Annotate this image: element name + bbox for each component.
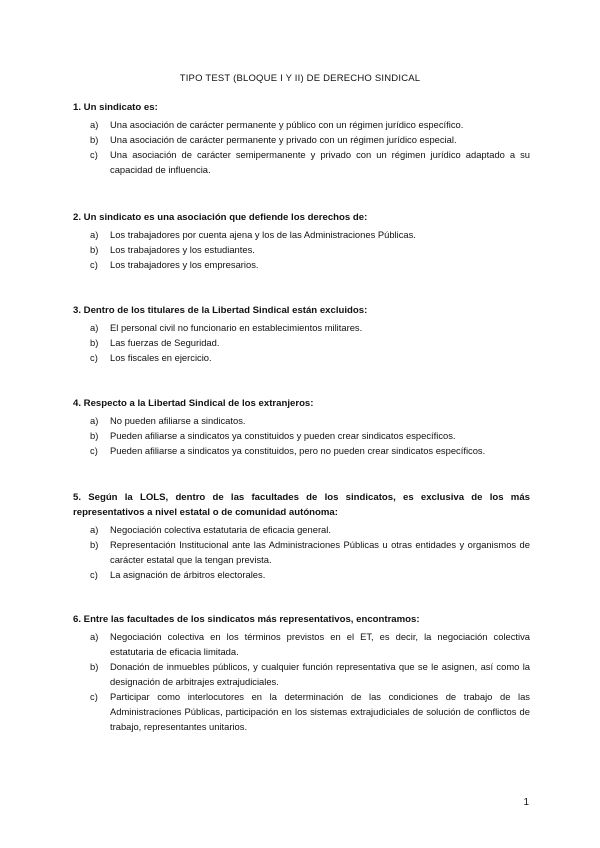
option-text: Donación de inmuebles públicos, y cualquier función representativa que se le asignen, así como la designación de arbitrajes extrajudiciales.: [110, 661, 530, 687]
question-1: [73, 100, 530, 177]
option-c: [73, 567, 530, 582]
option-letter: a): [90, 631, 99, 642]
option-letter: c): [90, 445, 98, 456]
question-text: 2. Un sindicato es una asociación que defiende los derechos de:: [73, 212, 368, 223]
option-text: Los trabajadores y los estudiantes.: [110, 244, 255, 255]
option-text: Los trabajadores por cuenta ajena y los de las Administraciones Públicas.: [110, 229, 416, 240]
option-b: [73, 242, 530, 257]
option-c: [73, 689, 530, 734]
option-a: [73, 629, 530, 659]
question-text: 5. Según la LOLS, dentro de las facultades de los sindicatos, es exclusiva de los más representativos a nivel estatal o de comunidad autónoma:: [73, 492, 530, 518]
option-text: Una asociación de carácter permanente y público con un régimen jurídico específico.: [110, 119, 464, 130]
option-letter: a): [90, 229, 99, 240]
option-a: [73, 227, 530, 242]
question-text: 6. Entre las facultades de los sindicatos más representativos, encontramos:: [73, 614, 420, 625]
question-4: [73, 396, 530, 458]
option-text: Pueden afiliarse a sindicatos ya constituidos y pueden crear sindicatos específicos.: [110, 430, 456, 441]
option-letter: a): [90, 119, 99, 130]
page-number: 1: [523, 797, 529, 808]
option-c: [73, 443, 530, 458]
option-letter: b): [90, 430, 99, 441]
option-b: [73, 659, 530, 689]
option-text: Participar como interlocutores en la determinación de las condiciones de trabajo de las Administraciones Públicas, participación en los sistemas extrajudiciales de solución de conflictos de trabajo, representantes unitarios.: [110, 691, 530, 732]
option-text: Los fiscales en ejercicio.: [110, 352, 212, 363]
question-text: 4. Respecto a la Libertad Sindical de los extranjeros:: [73, 398, 314, 409]
question-5: [73, 490, 530, 582]
option-c: [73, 350, 530, 365]
option-letter: b): [90, 539, 99, 550]
option-letter: c): [90, 352, 98, 363]
option-c: [73, 147, 530, 177]
option-letter: c): [90, 569, 98, 580]
option-text: Las fuerzas de Seguridad.: [110, 337, 220, 348]
option-a: [73, 117, 530, 132]
option-text: El personal civil no funcionario en establecimientos militares.: [110, 322, 363, 333]
option-letter: b): [90, 244, 99, 255]
option-b: [73, 537, 530, 567]
question-2: [73, 210, 530, 272]
option-a: [73, 413, 530, 428]
page-title: TIPO TEST (BLOQUE I Y II) DE DERECHO SINDICAL: [179, 73, 421, 84]
option-text: Los trabajadores y los empresarios.: [110, 259, 259, 270]
option-text: Una asociación de carácter permanente y privado con un régimen jurídico especial.: [110, 134, 457, 145]
question-text: 3. Dentro de los titulares de la Libertad Sindical están excluidos:: [73, 305, 368, 316]
question-3: [73, 303, 530, 365]
option-b: [73, 428, 530, 443]
option-b: [73, 132, 530, 147]
option-c: [73, 257, 530, 272]
question-text: 1. Un sindicato es:: [73, 102, 158, 113]
option-letter: a): [90, 524, 99, 535]
option-text: Representación Institucional ante las Administraciones Públicas u otras entidades y organismos de carácter estatal que la tengan prevista.: [110, 539, 530, 565]
option-letter: c): [90, 691, 98, 702]
option-letter: b): [90, 337, 99, 348]
option-text: No pueden afiliarse a sindicatos.: [110, 415, 246, 426]
option-b: [73, 335, 530, 350]
option-letter: b): [90, 661, 99, 672]
option-letter: a): [90, 415, 99, 426]
option-text: Negociación colectiva en los términos previstos en el ET, es decir, la negociación colectiva estatutaria de eficacia limitada.: [110, 631, 530, 657]
option-letter: c): [90, 149, 98, 160]
option-text: La asignación de árbitros electorales.: [110, 569, 266, 580]
option-text: Negociación colectiva estatutaria de eficacia general.: [110, 524, 331, 535]
option-a: [73, 522, 530, 537]
option-a: [73, 320, 530, 335]
option-letter: c): [90, 259, 98, 270]
question-6: [73, 612, 530, 734]
option-letter: a): [90, 322, 99, 333]
option-letter: b): [90, 134, 99, 145]
option-text: Una asociación de carácter semipermanente y privado con un régimen jurídico adaptado a su capacidad de influencia.: [110, 149, 530, 175]
option-text: Pueden afiliarse a sindicatos ya constituidos, pero no pueden crear sindicatos específicos.: [110, 445, 486, 456]
